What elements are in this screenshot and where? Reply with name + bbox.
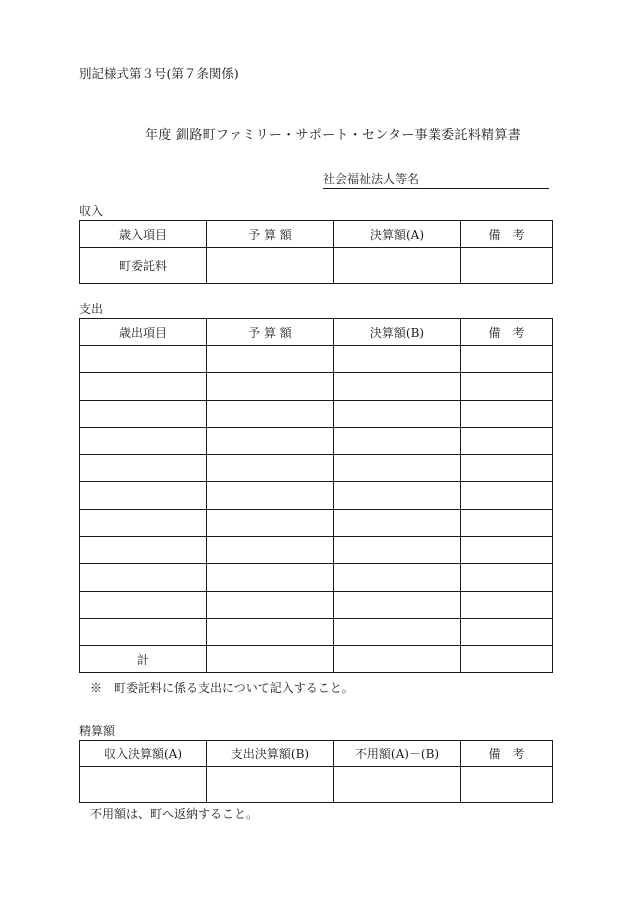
expenditure-remarks-cell[interactable] — [461, 537, 553, 564]
expenditure-budget-cell[interactable] — [207, 591, 334, 618]
expenditure-item-cell[interactable] — [80, 455, 207, 482]
expenditure-budget-cell[interactable] — [207, 427, 334, 454]
expenditure-row — [80, 618, 553, 645]
expenditure-total-remarks-cell[interactable] — [461, 646, 553, 673]
income-header-actual: 決算額(A) — [334, 221, 461, 248]
income-header-item: 歳入項目 — [80, 221, 207, 248]
expenditure-budget-cell[interactable] — [207, 482, 334, 509]
expenditure-actual-cell[interactable] — [334, 455, 461, 482]
form-number: 別記様式第３号(第７条関係) — [79, 66, 239, 81]
settlement-unused-cell[interactable] — [334, 767, 461, 803]
expenditure-remarks-cell[interactable] — [461, 482, 553, 509]
expenditure-remarks-cell[interactable] — [461, 373, 553, 400]
expenditure-header-item: 歳出項目 — [80, 319, 207, 346]
expenditure-actual-cell[interactable] — [334, 564, 461, 591]
expenditure-budget-cell[interactable] — [207, 373, 334, 400]
expenditure-row — [80, 346, 553, 373]
settlement-expense-actual-cell[interactable] — [207, 767, 334, 803]
expenditure-row — [80, 564, 553, 591]
expenditure-header-remarks: 備 考 — [461, 319, 553, 346]
expenditure-header-actual: 決算額(B) — [334, 319, 461, 346]
expenditure-note: ※ 町委託料に係る支出について記入すること。 — [90, 681, 354, 695]
income-budget-cell[interactable] — [207, 248, 334, 284]
settlement-section-label: 精算額 — [79, 724, 116, 738]
expenditure-total-row — [80, 646, 553, 673]
expenditure-row — [80, 482, 553, 509]
income-header-row — [80, 221, 553, 248]
expenditure-header-row — [80, 319, 553, 346]
organization-name-label: 社会福祉法人等名 — [323, 172, 420, 186]
expenditure-budget-cell[interactable] — [207, 400, 334, 427]
expenditure-item-cell[interactable] — [80, 373, 207, 400]
expenditure-section-label: 支出 — [79, 302, 104, 316]
settlement-header-remarks: 備 考 — [461, 741, 553, 767]
expenditure-remarks-cell[interactable] — [461, 509, 553, 536]
expenditure-actual-cell[interactable] — [334, 537, 461, 564]
income-row-commission — [80, 248, 553, 284]
expenditure-total-actual-cell[interactable] — [334, 646, 461, 673]
settlement-note: 不用額は、町へ返納すること。 — [90, 807, 259, 821]
income-header-budget: 予 算 額 — [207, 221, 334, 248]
expenditure-actual-cell[interactable] — [334, 591, 461, 618]
expenditure-actual-cell[interactable] — [334, 509, 461, 536]
expenditure-row — [80, 537, 553, 564]
income-table — [79, 220, 553, 284]
settlement-table — [79, 740, 553, 803]
expenditure-budget-cell[interactable] — [207, 537, 334, 564]
income-section-label: 収入 — [79, 204, 104, 218]
expenditure-actual-cell[interactable] — [334, 346, 461, 373]
document-title: 年度 釧路町ファミリー・サポート・センター事業委託料精算書 — [145, 128, 522, 143]
expenditure-row — [80, 373, 553, 400]
expenditure-row — [80, 509, 553, 536]
expenditure-actual-cell[interactable] — [334, 400, 461, 427]
income-item-cell: 町委託料 — [80, 248, 207, 284]
expenditure-item-cell[interactable] — [80, 591, 207, 618]
settlement-header-row — [80, 741, 553, 767]
expenditure-remarks-cell[interactable] — [461, 591, 553, 618]
expenditure-remarks-cell[interactable] — [461, 455, 553, 482]
expenditure-row — [80, 591, 553, 618]
expenditure-table — [79, 318, 553, 673]
expenditure-budget-cell[interactable] — [207, 346, 334, 373]
expenditure-remarks-cell[interactable] — [461, 400, 553, 427]
expenditure-row — [80, 455, 553, 482]
expenditure-item-cell[interactable] — [80, 400, 207, 427]
expenditure-item-cell[interactable] — [80, 618, 207, 645]
expenditure-total-label: 計 — [80, 646, 207, 673]
expenditure-budget-cell[interactable] — [207, 564, 334, 591]
income-actual-cell[interactable] — [334, 248, 461, 284]
expenditure-actual-cell[interactable] — [334, 427, 461, 454]
expenditure-budget-cell[interactable] — [207, 455, 334, 482]
settlement-income-actual-cell[interactable] — [80, 767, 207, 803]
expenditure-row — [80, 427, 553, 454]
expenditure-item-cell[interactable] — [80, 537, 207, 564]
expenditure-remarks-cell[interactable] — [461, 618, 553, 645]
expenditure-header-budget: 予 算 額 — [207, 319, 334, 346]
organization-name-field[interactable] — [323, 170, 549, 189]
income-header-remarks: 備 考 — [461, 221, 553, 248]
expenditure-item-cell[interactable] — [80, 346, 207, 373]
settlement-value-row — [80, 767, 553, 803]
expenditure-remarks-cell[interactable] — [461, 427, 553, 454]
expenditure-remarks-cell[interactable] — [461, 564, 553, 591]
settlement-header-income-actual: 収入決算額(A) — [80, 741, 207, 767]
expenditure-item-cell[interactable] — [80, 509, 207, 536]
expenditure-item-cell[interactable] — [80, 427, 207, 454]
expenditure-row — [80, 400, 553, 427]
expenditure-actual-cell[interactable] — [334, 618, 461, 645]
settlement-header-expense-actual: 支出決算額(B) — [207, 741, 334, 767]
expenditure-actual-cell[interactable] — [334, 373, 461, 400]
expenditure-budget-cell[interactable] — [207, 618, 334, 645]
expenditure-item-cell[interactable] — [80, 482, 207, 509]
settlement-remarks-cell[interactable] — [461, 767, 553, 803]
expenditure-remarks-cell[interactable] — [461, 346, 553, 373]
settlement-header-unused: 不用額(A)－(B) — [334, 741, 461, 767]
income-remarks-cell[interactable] — [461, 248, 553, 284]
expenditure-item-cell[interactable] — [80, 564, 207, 591]
expenditure-total-budget-cell[interactable] — [207, 646, 334, 673]
expenditure-actual-cell[interactable] — [334, 482, 461, 509]
expenditure-budget-cell[interactable] — [207, 509, 334, 536]
